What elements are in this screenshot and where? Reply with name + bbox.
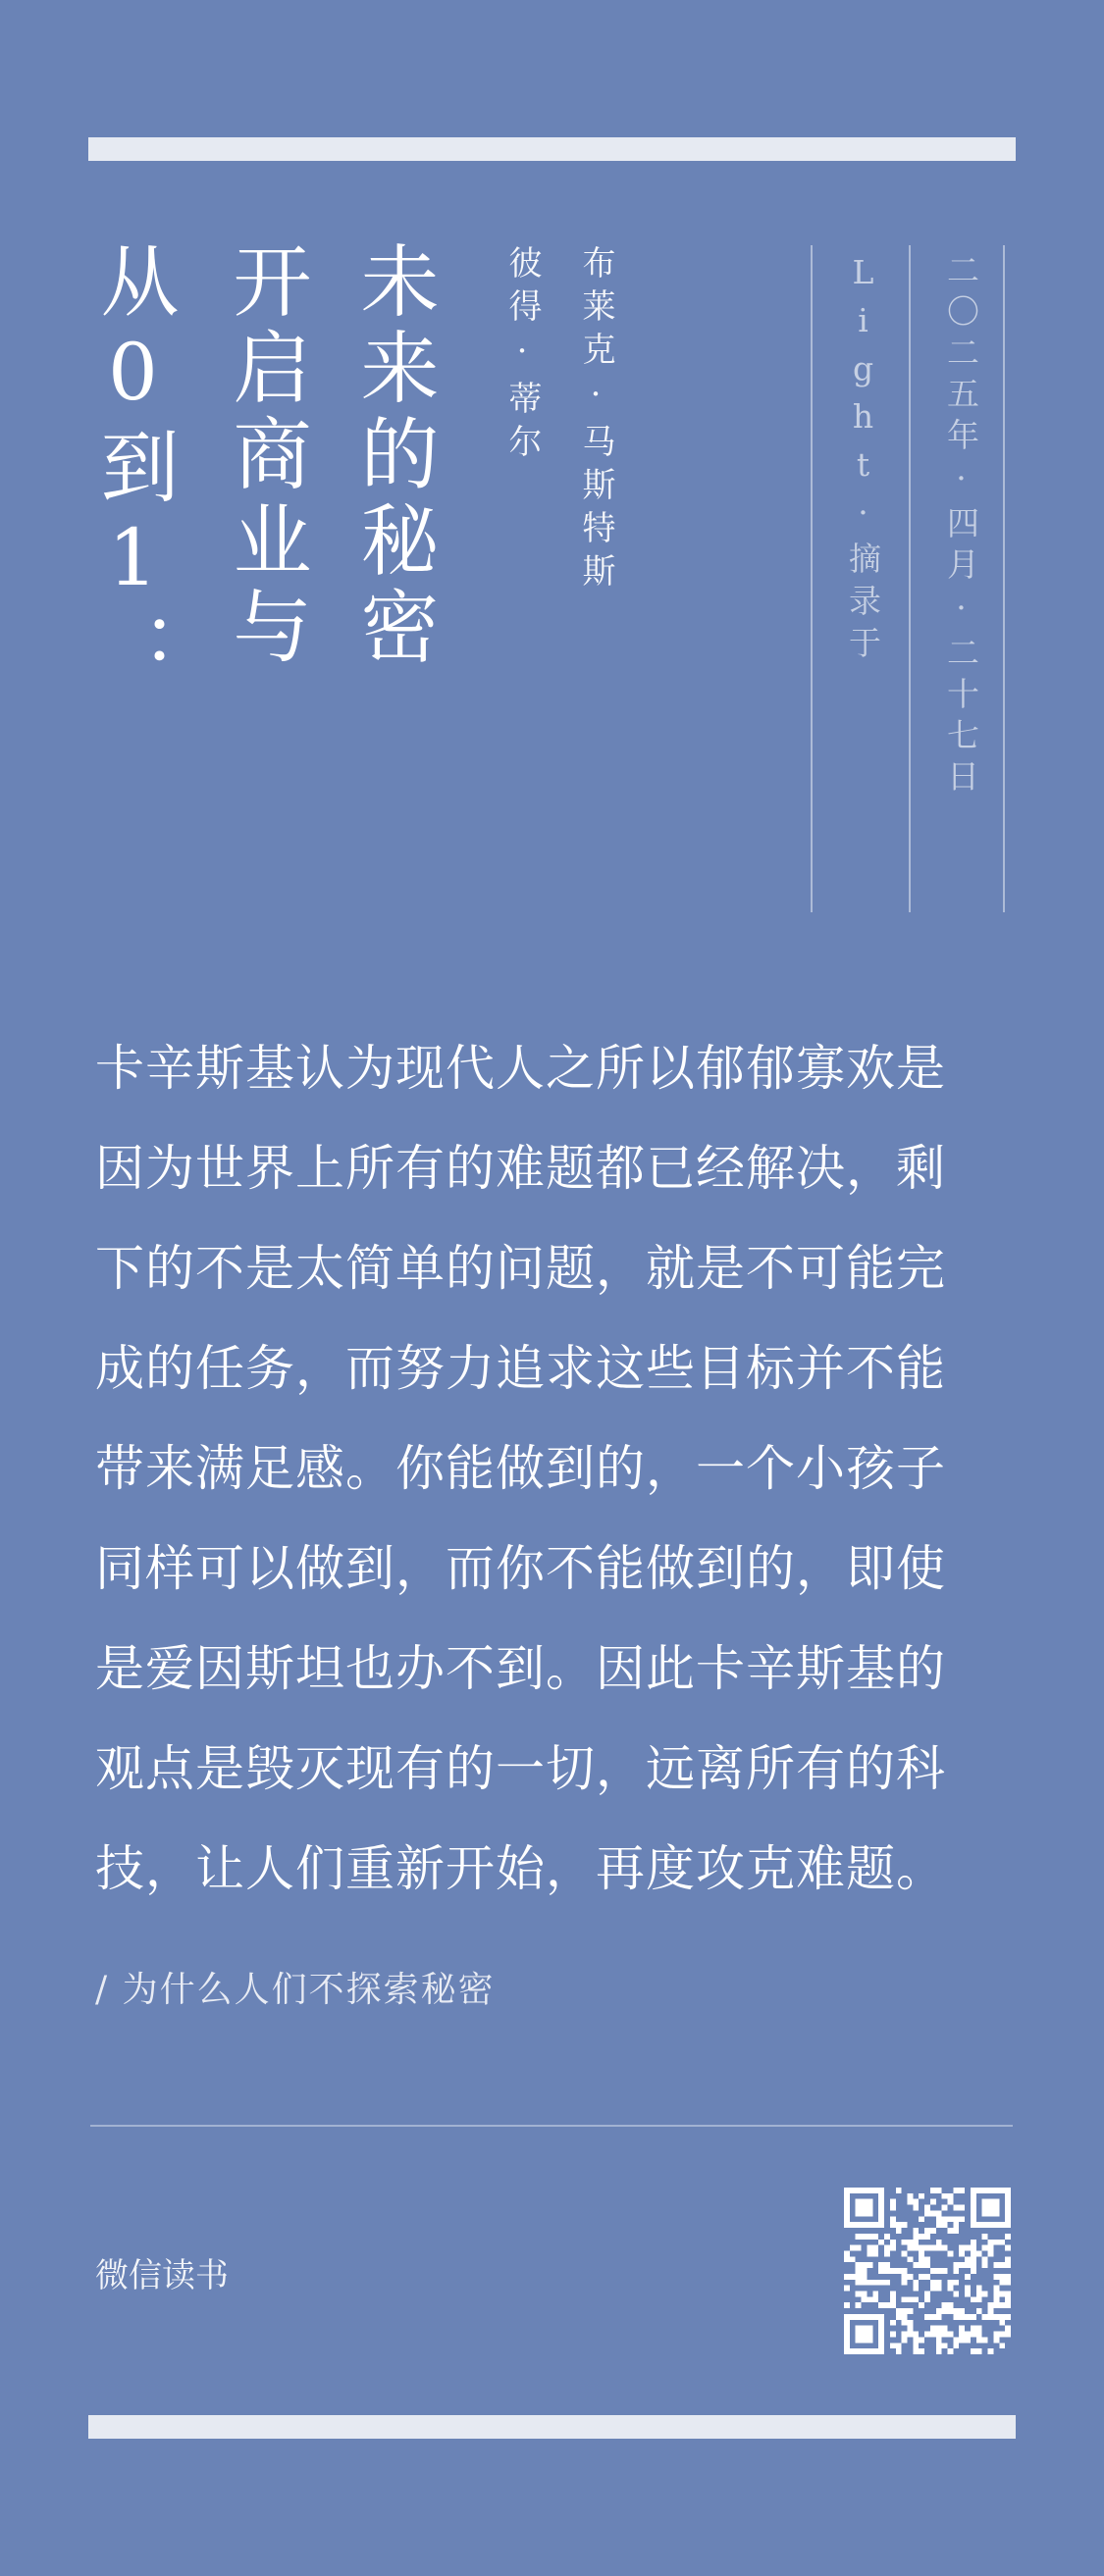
- brand-label: 微信读书: [95, 2256, 229, 2295]
- quote-line: 成的任务，而努力追求这些目标并不能: [95, 1340, 946, 1397]
- excerpt-date: 二〇二五年·四月·二十七日: [942, 253, 980, 800]
- quote-line: 下的不是太简单的问题，就是不可能完: [95, 1240, 946, 1297]
- book-title-line-3: 从0到1：: [87, 240, 179, 697]
- divider-vertical-right: [1003, 245, 1005, 912]
- book-title-line-1: 未来的秘密: [347, 240, 439, 672]
- excerpt-source: Light·摘录于: [844, 253, 882, 668]
- divider-vertical-left: [811, 245, 813, 912]
- quote-line: 因为世界上所有的难题都已经解决，剩: [95, 1140, 946, 1197]
- divider-horizontal: [90, 2125, 1013, 2127]
- quote-line: 技，让人们重新开始，再度攻克难题。: [95, 1840, 946, 1897]
- chapter-title: / 为什么人们不探索秘密: [95, 1970, 496, 2010]
- quote-line: 同样可以做到，而你不能做到的，即使: [95, 1540, 946, 1597]
- quote-line: 带来满足感。你能做到的，一个小孩子: [95, 1440, 946, 1497]
- qr-code-icon: [844, 2188, 1011, 2354]
- author-name-2: 彼得·蒂尔: [502, 245, 542, 467]
- top-decorative-bar: [88, 137, 1016, 161]
- divider-vertical-middle: [909, 245, 911, 912]
- quote-line: 观点是毁灭现有的一切，远离所有的科: [95, 1740, 946, 1797]
- author-name-1: 布莱克·马斯特斯: [576, 245, 615, 596]
- quote-text: [95, 1018, 1018, 1919]
- quote-line: 是爱因斯坦也办不到。因此卡辛斯基的: [95, 1640, 946, 1697]
- quote-line: 卡辛斯基认为现代人之所以郁郁寡欢是: [95, 1040, 946, 1097]
- book-title-line-2: 开启商业与: [220, 240, 311, 672]
- bottom-decorative-bar: [88, 2415, 1016, 2439]
